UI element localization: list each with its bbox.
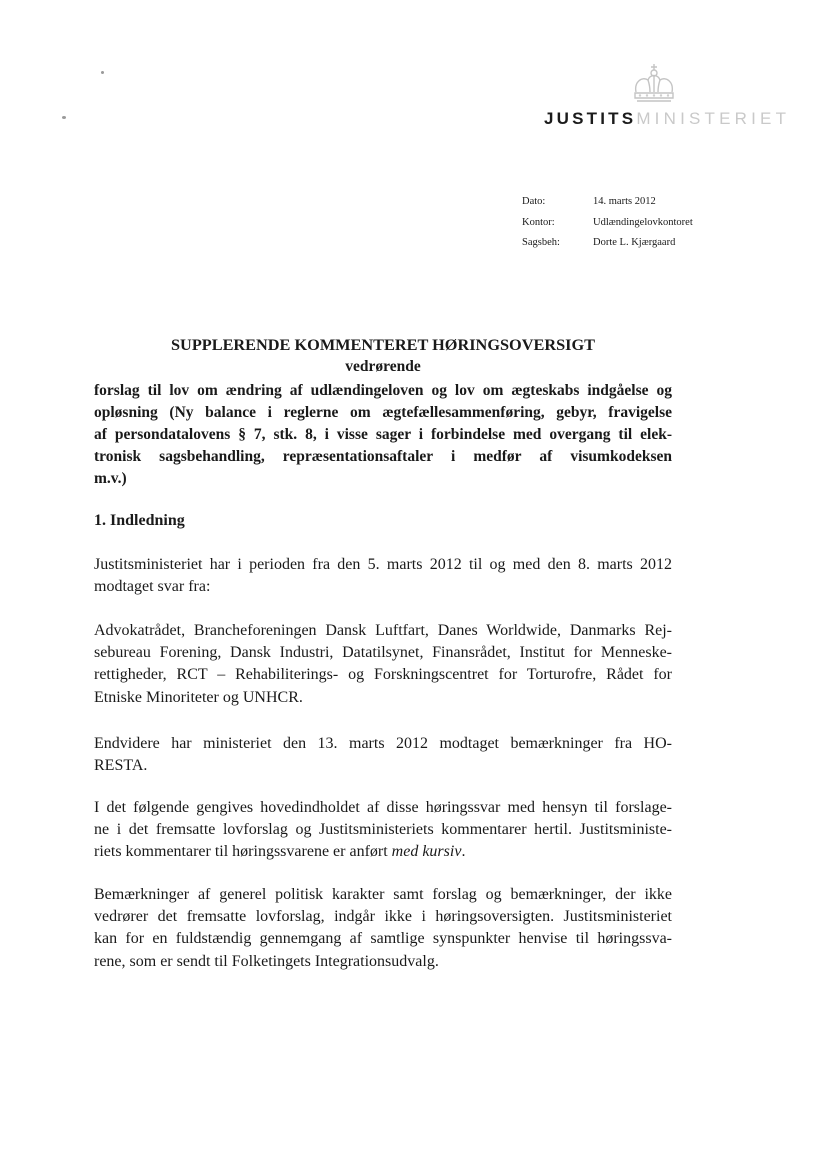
meta-value: Dorte L. Kjærgaard xyxy=(593,237,676,248)
paragraph-line: I det følgende gengives hovedindholdet af disse høringssvar med hensyn til forslage- xyxy=(94,799,672,816)
proposal-heading xyxy=(94,380,672,490)
text-run: riets kommentarer til høringssvarene er anført xyxy=(94,843,392,861)
paragraph-line: ne i det fremsatte lovforslag og Justitsministeriets kommentarer hertil. Justitsministe- xyxy=(94,821,672,839)
paragraph-line: Etniske Minoriteter og UNHCR. xyxy=(94,688,303,706)
paragraph-2 xyxy=(94,620,672,709)
ministry-logo xyxy=(544,109,790,129)
text-run: . xyxy=(461,843,466,861)
meta-row-date xyxy=(522,192,693,213)
logo-light: MINISTERIET xyxy=(636,109,791,128)
paragraph-1 xyxy=(94,554,672,598)
proposal-line: m.v.) xyxy=(94,470,127,487)
scan-speck xyxy=(62,116,66,119)
paragraph-line: sebureau Forening, Dansk Industri, Datatilsynet, Finansrådet, Institut for Menneske- xyxy=(94,644,672,662)
paragraph-line: kan for en fuldstændig gennemgang af samtlige synspunkter henvise til høringssva- xyxy=(94,930,672,948)
meta-value: 14. marts 2012 xyxy=(593,196,656,207)
document-title: SUPPLERENDE KOMMENTERET HØRINGSOVERSIGT xyxy=(171,335,595,354)
paragraph-line: vedrører det fremsatte lovforslag, indgår ikke i høringsoversigten. Justitsministeriet xyxy=(94,908,672,926)
proposal-line: af persondatalovens § 7, stk. 8, i visse sager i forbindelse med overgang til elek- xyxy=(94,426,672,443)
paragraph-5 xyxy=(94,884,672,973)
paragraph-line: rettigheder, RCT – Rehabiliterings- og Forskningscentret for Torturofre, Rådet for xyxy=(94,666,672,684)
paragraph-line: Bemærkninger af generel politisk karakter samt forslag og bemærkninger, der ikke xyxy=(94,886,672,903)
paragraph-line: RESTA. xyxy=(94,757,148,775)
proposal-line: tronisk sagsbehandling, repræsentationsaftaler i medfør af visumkodeksen xyxy=(94,448,672,465)
paragraph-line: rene, som er sendt til Folketingets Integrationsudvalg. xyxy=(94,952,439,970)
meta-label: Kontor: xyxy=(522,216,555,228)
paragraph-3 xyxy=(94,733,672,777)
meta-label: Sagsbeh: xyxy=(522,237,560,248)
paragraph-4 xyxy=(94,797,672,864)
meta-label: Dato: xyxy=(522,196,546,207)
royal-crown-icon xyxy=(628,62,680,108)
section-heading: 1. Indledning xyxy=(94,512,185,529)
meta-row-office xyxy=(522,213,693,234)
meta-value: Udlændingelovkontoret xyxy=(593,216,693,228)
proposal-line: opløsning (Ny balance i reglerne om ægtefællesammenføring, gebyr, fravigelse xyxy=(94,404,672,421)
logo-bold: JUSTITS xyxy=(544,109,637,128)
paragraph-line xyxy=(94,841,672,863)
paragraph-line: modtaget svar fra: xyxy=(94,578,211,596)
paragraph-line: Advokatrådet, Brancheforeningen Dansk Luftfart, Danes Worldwide, Danmarks Rej- xyxy=(94,622,672,639)
proposal-line: forslag til lov om ændring af udlændingeloven og lov om ægteskabs indgåelse og xyxy=(94,382,672,399)
italic-text: med kursiv xyxy=(391,843,462,861)
paragraph-line: Endvidere har ministeriet den 13. marts 2012 modtaget bemærkninger fra HO- xyxy=(94,735,672,752)
scan-speck xyxy=(101,71,104,74)
paragraph-line: Justitsministeriet har i perioden fra den 5. marts 2012 til og med den 8. marts 2012 xyxy=(94,556,672,573)
meta-row-caseworker xyxy=(522,233,693,254)
document-metadata xyxy=(522,192,693,254)
document-subtitle: vedrørende xyxy=(345,358,421,375)
